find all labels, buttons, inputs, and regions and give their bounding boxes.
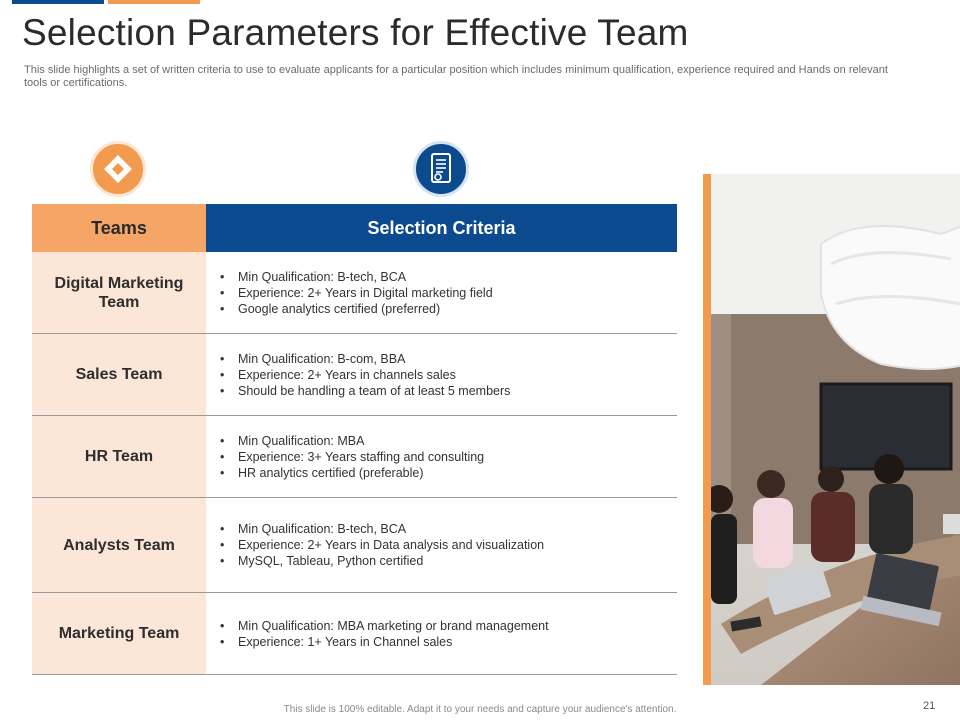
- table-row: [32, 252, 677, 334]
- criteria-item: • Experience: 2+ Years in Digital marketing field: [220, 285, 493, 301]
- header-teams: Teams: [32, 204, 206, 252]
- criteria-item: • Google analytics certified (preferred): [220, 301, 493, 317]
- header-selection-criteria: Selection Criteria: [206, 204, 677, 252]
- criteria-item: • Min Qualification: MBA: [220, 433, 484, 449]
- team-name: Digital Marketing Team: [32, 252, 206, 333]
- criteria-cell: [206, 334, 677, 415]
- team-name: HR Team: [32, 416, 206, 497]
- table-row: [32, 416, 677, 498]
- criteria-item: • Min Qualification: B-tech, BCA: [220, 269, 493, 285]
- team-name: Sales Team: [32, 334, 206, 415]
- top-accent-bar-blue: [12, 0, 104, 4]
- criteria-item: • Experience: 2+ Years in Data analysis and visualization: [220, 537, 544, 553]
- document-certificate-icon: [413, 141, 469, 197]
- meeting-room-photo: [703, 174, 960, 685]
- table-row: [32, 498, 677, 593]
- criteria-cell: [206, 593, 677, 674]
- team-name: Analysts Team: [32, 498, 206, 592]
- slide-subtitle: This slide highlights a set of written criteria to use to evaluate applicants for a particular position which includes minimum qualification, experience required and Hands on relevant tools or certifications.: [24, 64, 888, 89]
- team-name: Marketing Team: [32, 593, 206, 674]
- criteria-item: • Experience: 2+ Years in channels sales: [220, 367, 510, 383]
- criteria-cell: [206, 416, 677, 497]
- top-accent-bar-orange: [108, 0, 200, 4]
- criteria-item: • Min Qualification: B-tech, BCA: [220, 521, 544, 537]
- criteria-item: • Experience: 1+ Years in Channel sales: [220, 634, 549, 650]
- criteria-item: • Min Qualification: B-com, BBA: [220, 351, 510, 367]
- criteria-cell: [206, 252, 677, 333]
- table-row: [32, 334, 677, 416]
- table-row: [32, 593, 677, 675]
- table-header-row: [32, 204, 677, 252]
- selection-criteria-table: [32, 204, 677, 675]
- handshake-icon: [90, 141, 146, 197]
- criteria-item: • HR analytics certified (preferable): [220, 465, 484, 481]
- criteria-item: • Should be handling a team of at least 5 members: [220, 383, 510, 399]
- slide-title: Selection Parameters for Effective Team: [22, 12, 689, 53]
- criteria-item: • Min Qualification: MBA marketing or brand management: [220, 618, 549, 634]
- footer-note: This slide is 100% editable. Adapt it to your needs and capture your audience's attention.: [283, 704, 677, 715]
- page-number: 21: [923, 700, 936, 712]
- criteria-cell: [206, 498, 677, 592]
- criteria-item: • MySQL, Tableau, Python certified: [220, 553, 544, 569]
- criteria-item: • Experience: 3+ Years staffing and consulting: [220, 449, 484, 465]
